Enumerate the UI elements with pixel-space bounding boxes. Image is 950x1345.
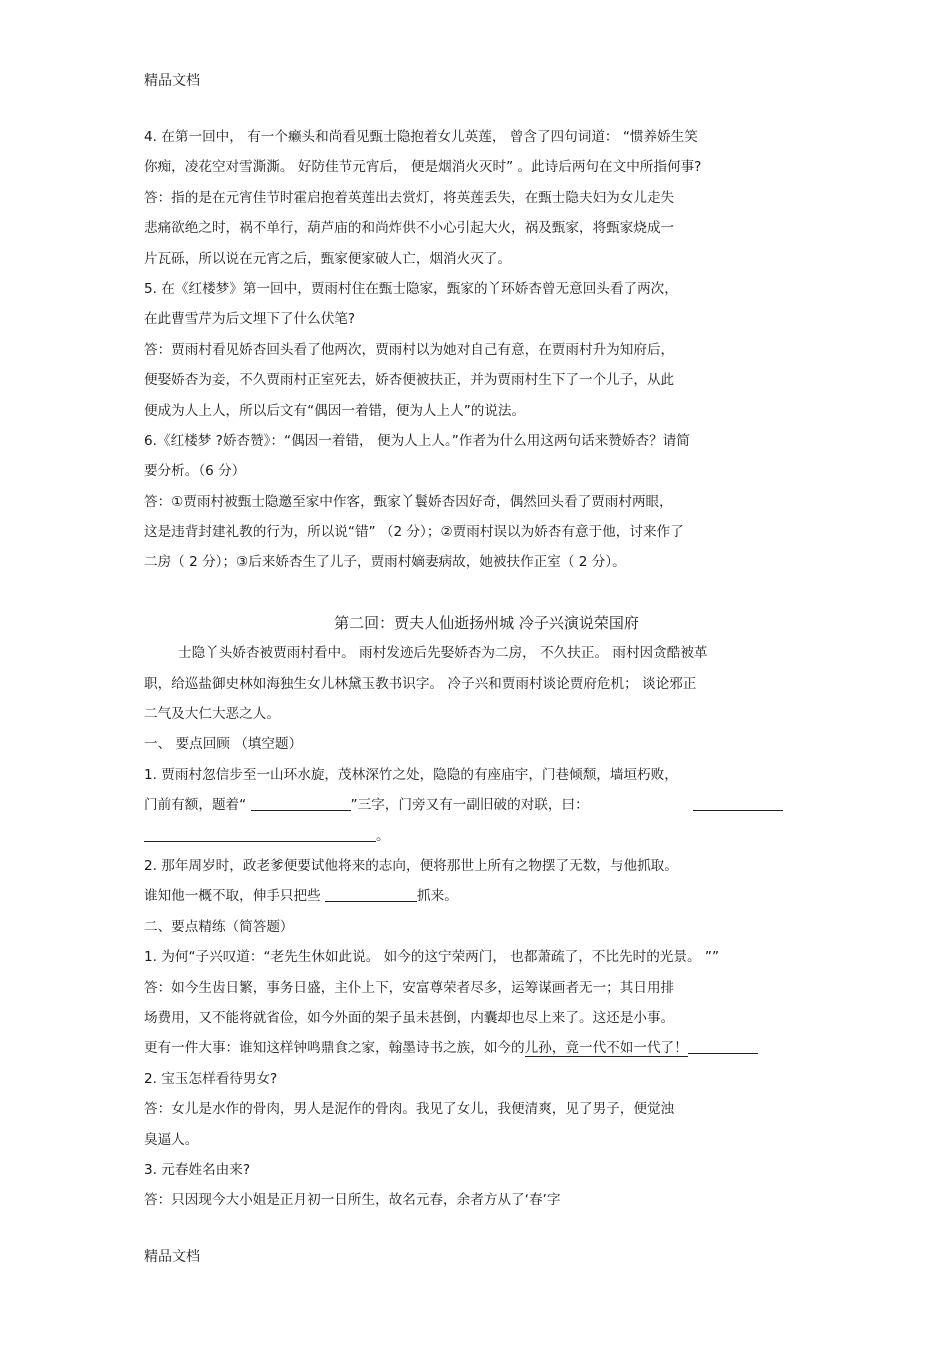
q6-line-1: 6.《红楼梦 ?娇杏赞》：“偶因一着错， 便为人上人。”作者为什么用这两句话来赞娇杏？请简 <box>144 432 690 449</box>
fill-1-line-2 <box>144 790 809 820</box>
fill-1-middle: ”三字，门旁又有一副旧破的对联，曰： <box>350 797 589 814</box>
short-2-answer-1: 答：女儿是水作的骨肉，男人是泥作的骨肉。我见了女儿，我便清爽，见了男子，便觉浊 <box>144 1101 675 1118</box>
fill-2-line-2 <box>144 881 809 911</box>
fill-1-end: 。 <box>376 827 390 844</box>
short-2-question: 2. 宝玉怎样看待男女? <box>144 1070 278 1087</box>
fill-1-line-3 <box>144 821 809 851</box>
section-gap <box>144 578 809 608</box>
section-2-heading: 二、要点精练（简答题） <box>144 918 294 935</box>
trailing-underline <box>688 1039 758 1054</box>
q4-answer-3: 片瓦砾，所以说在元宵之后，甄家便家破人亡，烟消火灭了。 <box>144 250 512 267</box>
chapter-2-title: 第二回：贾夫人仙逝扬州城 冷子兴演说荣国府 <box>334 613 639 632</box>
section-1-heading: 一、 要点回顾 （填空题） <box>144 736 303 753</box>
fill-1-prefix: 门前有额，题着“ <box>144 797 251 814</box>
q4-line-2: 你痴，凌花空对雪澌澌。 好防佳节元宵后， 便是烟消火灭时” 。此诗后两句在文中所指何事? <box>144 159 702 176</box>
fill-1-line-1: 1. 贾雨村忽信步至一山环水旋，茂林深竹之处，隐隐的有座庙宇，门巷倾颓，墙垣朽败， <box>144 766 678 783</box>
fill-blank-3[interactable] <box>144 827 376 842</box>
short-1-answer-3 <box>144 1033 809 1063</box>
short-1-answer-3-underlined: 儿孙，竟一代不如一代了！ <box>524 1040 688 1057</box>
fill-blank-1[interactable] <box>251 796 351 811</box>
short-3-answer-1: 答：只因现今大小姐是正月初一日所生，故名元春，余者方从了‘春’字 <box>144 1192 561 1209</box>
q5-answer-1: 答：贾雨村看见娇杏回头看了他两次，贾雨村以为她对自己有意，在贾雨村升为知府后， <box>144 341 675 358</box>
document-body <box>144 122 809 1216</box>
summary-line-2: 职，给巡盐御史林如海独生女儿林黛玉教书识字。 冷子兴和贾雨村谈论贾府危机； 谈论邪正 <box>144 675 697 692</box>
fill-2-prefix: 谁知他一概不取，伸手只把些 <box>144 888 326 905</box>
q4-answer-2: 悲痛欲绝之时，祸不单行，葫芦庙的和尚炸供不小心引起大火，祸及甄家，将甄家烧成一 <box>144 220 675 237</box>
fill-2-line-1: 2. 那年周岁时，政老爹便要试他将来的志向，便将那世上所有之物摆了无数，与他抓取。 <box>144 857 678 874</box>
short-1-answer-3-text: 更有一件大事：谁知这样钟鸣鼎食之家，翰墨诗书之族，如今的 <box>144 1040 525 1057</box>
q6-answer-2: 这是违背封建礼教的行为，所以说“错” （2 分）；②贾雨村误以为娇杏有意于他，讨来作了 <box>144 524 684 541</box>
page-footer: 精品文档 <box>144 1249 200 1265</box>
short-1-answer-1: 答：如今生齿日繁，事务日盛，主仆上下，安富尊荣者尽多，运筹谋画者无一；其日用排 <box>144 979 675 996</box>
q5-line-2: 在此曹雪芹为后文埋下了什么伏笔? <box>144 311 356 328</box>
q6-answer-1: 答：①贾雨村被甄士隐邀至家中作客，甄家丫鬟娇杏因好奇，偶然回头看了贾雨村两眼， <box>144 493 673 510</box>
q6-answer-3: 二房（ 2 分）；③后来娇杏生了儿子，贾雨村嫡妻病故，她被扶作正室（ 2 分）。 <box>144 554 626 571</box>
q4-line-1: 4. 在第一回中， 有一个癞头和尚看见甄士隐抱着女儿英莲， 曾含了四句词道： “惯养娇生笑 <box>144 129 698 145</box>
q4-answer-1: 答：指的是在元宵佳节时霍启抱着英莲出去赏灯，将英莲丢失，在甄士隐夫妇为女儿走失 <box>144 189 675 206</box>
q5-line-1: 5. 在《红楼梦》第一回中，贾雨村住在甄士隐家，甄家的丫环娇杏曾无意回头看了两次， <box>144 280 678 297</box>
short-3-question: 3. 元春姓名由来? <box>144 1161 251 1178</box>
fill-2-suffix: 抓来。 <box>417 888 458 905</box>
summary-line-3: 二气及大仁大恶之人。 <box>144 706 280 723</box>
q5-answer-3: 便成为人上人，所以后文有“偶因一着错，便为人上人”的说法。 <box>144 402 526 419</box>
page-header: 精品文档 <box>144 73 200 89</box>
short-1-answer-2: 场费用，又不能将就省俭，如今外面的架子虽未甚倒，内囊却也尽上来了。这还是小事。 <box>144 1009 675 1026</box>
summary-line-1: 士隐丫头娇杏被贾雨村看中。 雨村发迹后先娶娇杏为二房， 不久扶正。 雨村因贪酷被革 <box>178 645 708 662</box>
q5-answer-2: 便娶娇杏为妾，不久贾雨村正室死去，娇杏便被扶正，并为贾雨村生下了一个儿子，从此 <box>144 372 675 389</box>
q6-line-2: 要分析。（6 分） <box>144 463 246 480</box>
fill-blank-4[interactable] <box>325 887 417 902</box>
short-1-question: 1. 为何“子兴叹道：“老先生休如此说。 如今的这宁荣两门， 也都萧疏了，不比先时的光景。 ”” <box>144 949 719 966</box>
short-2-answer-2: 臭逼人。 <box>144 1131 199 1148</box>
fill-blank-2[interactable] <box>693 796 783 811</box>
